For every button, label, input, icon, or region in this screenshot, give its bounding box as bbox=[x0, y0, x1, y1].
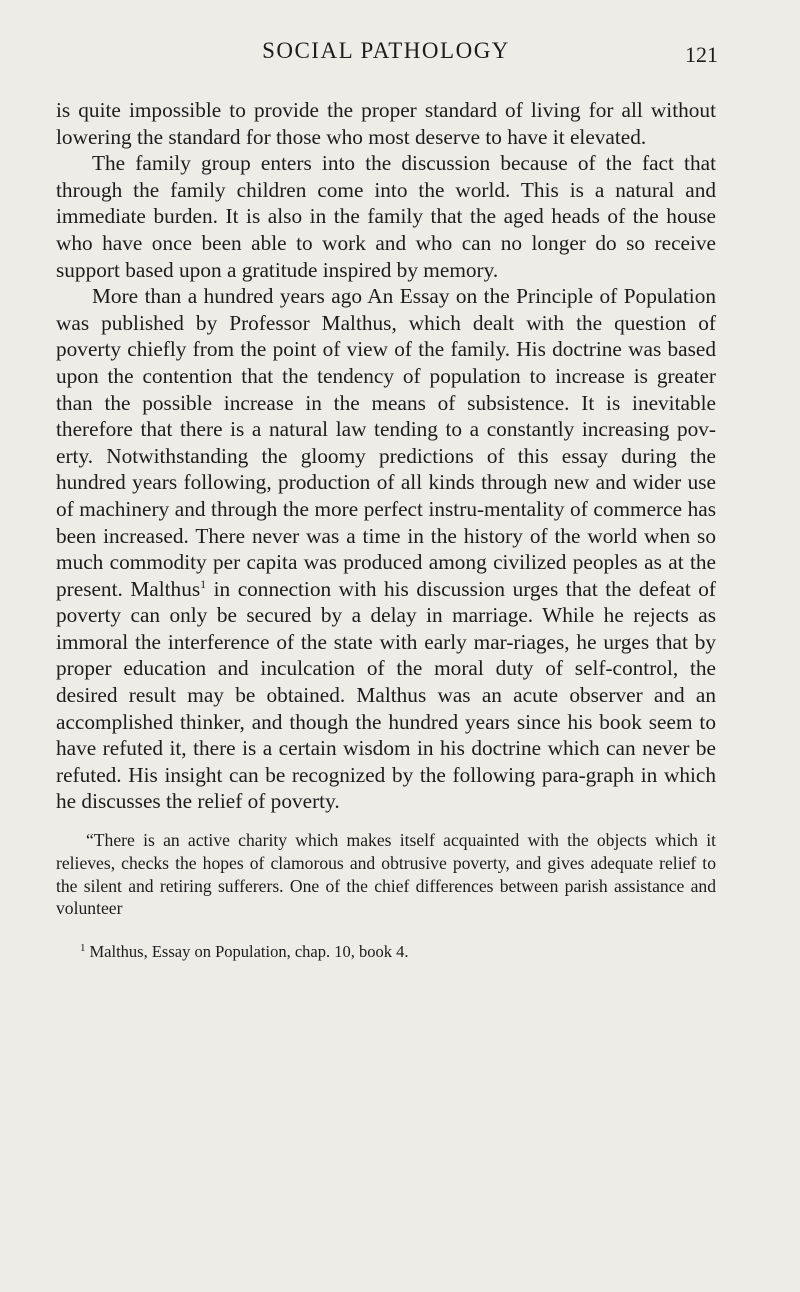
body-text bbox=[56, 97, 716, 815]
block-quote: “There is an active charity which makes itself acquainted with the objects which it relieves, checks the hopes of clamorous and obtrusive poverty, and gives adequate relief to the silent and retiring sufferers. One of the chief differences between parish assistance and volunteer bbox=[56, 830, 716, 919]
paragraph-continued: is quite impossible to provide the proper standard of living for all without lowering the standard for those who most deserve to have it elevated. bbox=[56, 98, 716, 149]
running-head: SOCIAL PATHOLOGY bbox=[262, 38, 510, 63]
book-page bbox=[56, 28, 716, 962]
page-header bbox=[56, 28, 716, 68]
paragraph-malthus-part-2: in connection with his discussion urges that the defeat of poverty can only be secured by a delay in marriage. While he rejects as immoral the interference of the state with early mar-riages, he urges that by proper education and inculcation of the moral duty of self-control, the desired result may be obtained. Malthus was an acute observer and an accomplished thinker, and though the hundred years since his book seem to have refuted it, there is a certain wisdom in his doctrine which can never be refuted. His insight can be recognized by the following para-graph in which he discusses the relief of poverty. bbox=[56, 576, 716, 814]
footnote-reference[interactable]: 1 bbox=[200, 576, 207, 591]
footnote-text: Malthus, Essay on Population, chap. 10, book 4. bbox=[89, 941, 409, 961]
page-number: 121 bbox=[685, 42, 718, 67]
paragraph-malthus bbox=[56, 283, 716, 815]
footnote bbox=[56, 938, 716, 962]
paragraph-family-group: The family group enters into the discussion because of the fact that through the family children come into the world. This is a natural and immediate burden. It is also in the family that the aged heads of the house who have once been able to work and who can no longer do so receive support based upon a gratitude inspired by memory. bbox=[56, 151, 716, 282]
footnote-mark: 1 bbox=[80, 941, 86, 954]
paragraph-malthus-part-1: More than a hundred years ago An Essay on the Principle of Population was published by Professor Malthus, which dealt with the question of poverty chiefly from the point of view of the family. His doctrine was based upon the contention that the tendency of population to increase is greater than the possible increase in the means of subsistence. It is inevitable therefore that there is a natural law tending to a constantly increasing pov-erty. Notwithstanding the gloomy predictions of this essay during the hundred years following, production of all kinds through new and wider use of machinery and through the more perfect instru-mentality of commerce has been increased. There never was a time in the history of the world when so much commodity per capita was produced among civilized peoples as at the present. Malthus bbox=[56, 284, 716, 601]
